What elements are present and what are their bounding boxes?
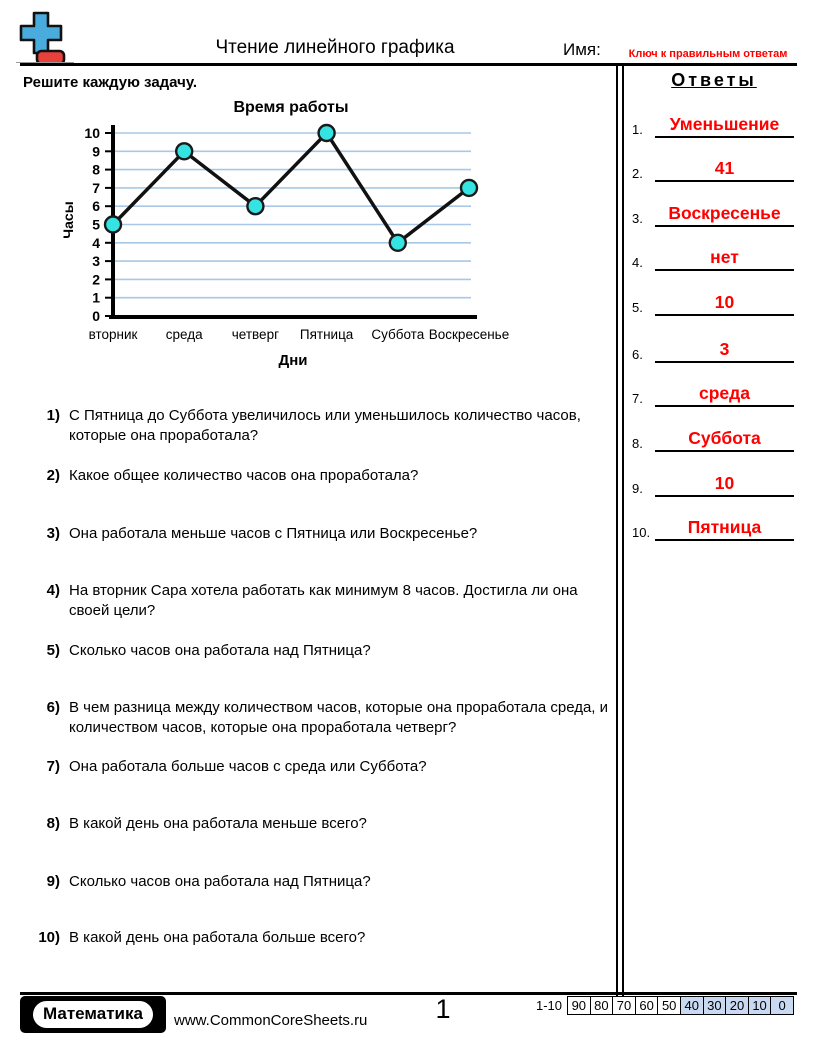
question-1 [34, 406, 616, 446]
score-cell: 0 [770, 996, 794, 1015]
answer-row-10 [630, 507, 794, 541]
answer-blank-line [655, 136, 794, 138]
svg-text:Пятница: Пятница [299, 327, 354, 342]
score-cell: 70 [612, 996, 636, 1015]
subject-badge [20, 996, 166, 1033]
answer-blank-line [655, 269, 794, 271]
svg-text:6: 6 [92, 198, 100, 215]
answer-row-2 [630, 148, 794, 182]
score-cell: 40 [680, 996, 704, 1015]
line-chart [50, 93, 530, 355]
svg-text:среда: среда [165, 327, 203, 342]
svg-text:8: 8 [92, 161, 100, 178]
chart-x-axis-label: Дни [278, 352, 308, 369]
page-title: Чтение линейного графика [215, 37, 455, 58]
answer-row-1 [630, 104, 794, 138]
chart-title: Время работы [233, 99, 349, 116]
answer-value: среда [699, 383, 750, 403]
answer-value: Суббота [688, 428, 761, 448]
answer-blank-line [655, 539, 794, 541]
question-text: С Пятница до Суббота увеличилось или уменьшилось количество часов, которые она проработала? [69, 407, 581, 444]
question-text: Какое общее количество часов она проработала? [69, 467, 419, 484]
question-text: Она работала больше часов с среда или Суббота? [69, 758, 427, 775]
answer-value: 10 [714, 292, 735, 312]
answer-blank-line [655, 405, 794, 407]
score-cell: 20 [725, 996, 749, 1015]
question-number: 5) [46, 642, 60, 659]
answer-number: 7. [632, 391, 643, 406]
question-5 [34, 641, 616, 661]
chart-y-axis-label: Часы [60, 201, 76, 239]
score-cell: 80 [590, 996, 614, 1015]
question-2 [34, 466, 616, 486]
answer-value: Уменьшение [669, 114, 780, 134]
answer-value: 3 [719, 339, 730, 359]
score-cell: 60 [635, 996, 659, 1015]
answer-row-9 [630, 463, 794, 497]
question-text: Она работала меньше часов с Пятница или Воскресенье? [69, 525, 478, 542]
answer-blank-line [655, 225, 794, 227]
answer-value: нет [710, 247, 739, 267]
answer-blank-line [655, 495, 794, 497]
score-cell: 30 [703, 996, 727, 1015]
svg-text:2: 2 [92, 271, 100, 288]
question-text: В какой день она работала меньше всего? [69, 815, 367, 832]
name-label: Имя: [563, 40, 601, 59]
answer-value: 10 [714, 473, 735, 493]
question-text: Сколько часов она работала над Пятница? [69, 873, 371, 890]
answer-blank-line [655, 450, 794, 452]
answers-title: Ответы [671, 70, 757, 90]
answer-blank-line [655, 180, 794, 182]
question-10 [34, 928, 616, 948]
question-8 [34, 814, 616, 834]
answer-number: 9. [632, 481, 643, 496]
svg-text:1: 1 [92, 289, 100, 306]
score-table [567, 996, 794, 1015]
question-3 [34, 524, 616, 544]
question-number: 4) [46, 582, 60, 599]
svg-text:7: 7 [92, 179, 100, 196]
header-rule [20, 63, 797, 66]
question-number: 2) [46, 467, 60, 484]
answer-row-8 [630, 418, 794, 452]
answer-row-4 [630, 237, 794, 271]
svg-text:вторник: вторник [88, 327, 138, 342]
answer-row-7 [630, 373, 794, 407]
question-number: 6) [46, 699, 60, 716]
question-text: В чем разница между количеством часов, которые она проработала среда, и количеством часов, которые она проработала четверг? [69, 699, 609, 736]
answer-number: 4. [632, 255, 643, 270]
answer-value: Пятница [687, 517, 762, 537]
svg-text:9: 9 [92, 143, 100, 160]
score-cell: 50 [657, 996, 681, 1015]
svg-text:4: 4 [92, 234, 100, 251]
subject-badge-label: Математика [33, 1001, 153, 1028]
svg-text:Воскресенье: Воскресенье [428, 327, 510, 342]
answer-row-5 [630, 282, 794, 316]
website-text: www.CommonCoreSheets.ru [174, 1012, 368, 1029]
svg-text:10: 10 [84, 125, 100, 141]
question-number: 8) [46, 815, 60, 832]
question-number: 10) [38, 929, 60, 946]
answer-number: 8. [632, 436, 643, 451]
question-7 [34, 757, 616, 777]
answer-number: 2. [632, 166, 643, 181]
question-text: В какой день она работала больше всего? [69, 929, 366, 946]
question-6 [34, 698, 616, 738]
answer-number: 1. [632, 122, 643, 137]
answer-number: 3. [632, 211, 643, 226]
question-9 [34, 872, 616, 892]
instructions: Решите каждую задачу. [23, 74, 198, 91]
answer-number: 10. [632, 525, 651, 540]
score-cell: 10 [748, 996, 772, 1015]
svg-text:0: 0 [92, 308, 100, 324]
answer-blank-line [655, 361, 794, 363]
answer-blank-line [655, 314, 794, 316]
answer-row-6 [630, 329, 794, 363]
question-number: 7) [46, 758, 60, 775]
answer-number: 6. [632, 347, 643, 362]
answer-number: 5. [632, 300, 643, 315]
svg-text:Суббота: Суббота [371, 327, 425, 342]
answer-row-3 [630, 193, 794, 227]
score-range-label: 1-10 [535, 998, 562, 1013]
question-4 [34, 581, 616, 621]
svg-text:5: 5 [92, 216, 100, 233]
answer-value: Воскресенье [668, 203, 781, 223]
answers-divider [616, 64, 624, 996]
answer-value: 41 [714, 158, 735, 178]
svg-text:четверг: четверг [231, 327, 280, 342]
question-number: 3) [46, 525, 60, 542]
question-text: На вторник Сара хотела работать как минимум 8 часов. Достигла ли она своей цели? [69, 582, 578, 619]
question-text: Сколько часов она работала над Пятница? [69, 642, 371, 659]
question-number: 9) [46, 873, 60, 890]
question-number: 1) [46, 407, 60, 424]
svg-text:3: 3 [92, 253, 100, 270]
answer-key-label: Ключ к правильным ответам [628, 48, 788, 60]
plus-minus-logo-icon [18, 10, 66, 66]
page-number: 1 [435, 994, 451, 1024]
footer-rule [20, 992, 797, 995]
score-cell: 90 [567, 996, 591, 1015]
